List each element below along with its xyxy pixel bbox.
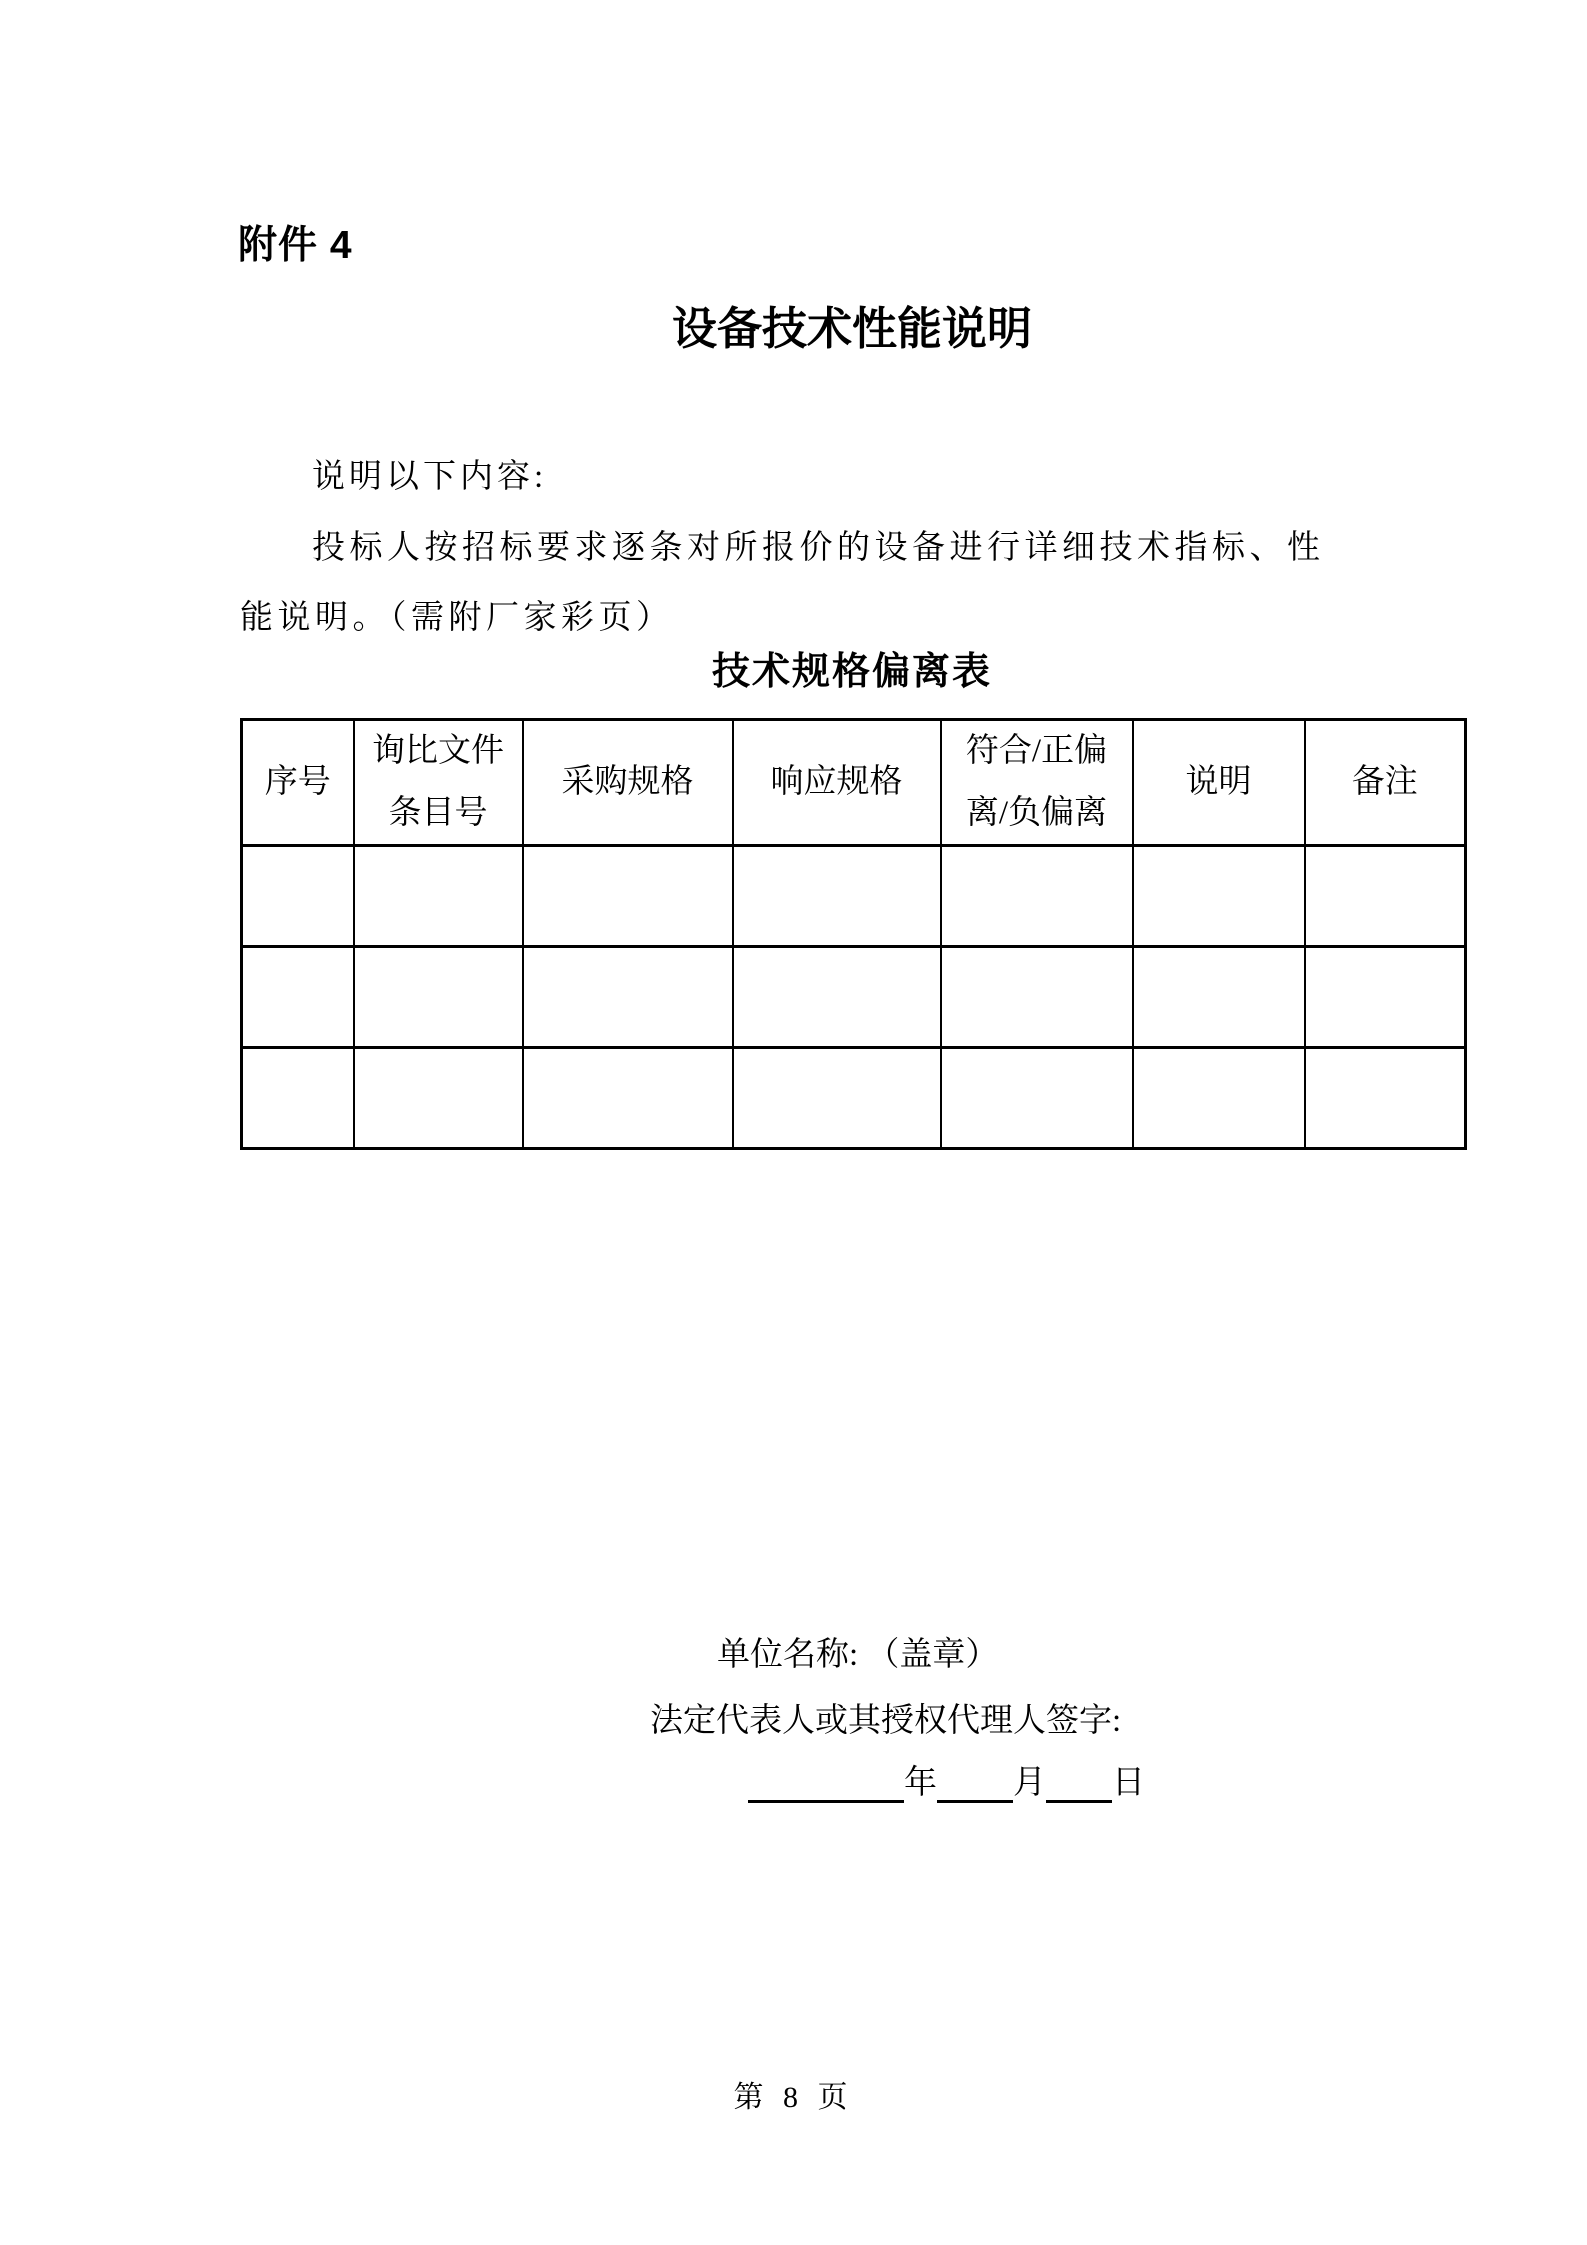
table-cell [1133, 1048, 1305, 1149]
table-cell [354, 947, 523, 1048]
table-cell [523, 846, 733, 947]
table-header-cell-response-spec: 响应规格 [733, 720, 941, 846]
table-row [242, 1048, 1466, 1149]
table-cell [733, 947, 941, 1048]
year-label: 年 [904, 1765, 937, 1801]
date-blank-day [1046, 1762, 1112, 1803]
table-cell [1305, 846, 1466, 947]
page-footer: 第 8 页 [733, 2081, 854, 2114]
table-cell [1133, 947, 1305, 1048]
table-cell [1305, 1048, 1466, 1149]
attachment-label: 附件 4 [238, 224, 353, 267]
document-title: 设备技术性能说明 [671, 303, 1032, 354]
table-header-cell-procurement-spec: 采购规格 [523, 720, 733, 846]
table-cell [1305, 947, 1466, 1048]
table-cell [941, 947, 1133, 1048]
intro-heading: 说明以下内容: [312, 459, 548, 495]
intro-paragraph-line-2: 能说明。（需附厂家彩页） [240, 600, 674, 636]
signature-unit-name: 单位名称: （盖章） [717, 1637, 999, 1673]
month-label: 月 [1013, 1765, 1046, 1801]
table-cell [941, 1048, 1133, 1149]
table-cell [523, 1048, 733, 1149]
intro-paragraph-line-1: 投标人按招标要求逐条对所报价的设备进行详细技术指标、性 [312, 530, 1325, 566]
date-blank-year [748, 1762, 904, 1803]
spec-deviation-table-title: 技术规格偏离表 [711, 651, 992, 693]
table-header-cell-explanation: 说明 [1133, 720, 1305, 846]
table-cell [354, 846, 523, 947]
table-cell [733, 1048, 941, 1149]
table-cell [733, 846, 941, 947]
signature-representative: 法定代表人或其授权代理人签字: [650, 1703, 1122, 1739]
table-header-cell-inquiry-item-no: 询比文件条目号 [354, 720, 523, 846]
signature-date-line [748, 1756, 1145, 1803]
table-header-cell-deviation: 符合/正偏离/负偏离 [941, 720, 1133, 846]
table-cell [941, 846, 1133, 947]
table-header-cell-remarks: 备注 [1305, 720, 1466, 846]
table-cell [242, 1048, 354, 1149]
day-label: 日 [1112, 1765, 1145, 1801]
table-cell [1133, 846, 1305, 947]
table-row [242, 947, 1466, 1048]
table-cell [354, 1048, 523, 1149]
table-cell [242, 846, 354, 947]
date-blank-month [937, 1762, 1013, 1803]
spec-deviation-table [240, 718, 1467, 1150]
table-header-row [242, 720, 1466, 846]
table-cell [242, 947, 354, 1048]
table-row [242, 846, 1466, 947]
table-header-cell-index: 序号 [242, 720, 354, 846]
table-cell [523, 947, 733, 1048]
